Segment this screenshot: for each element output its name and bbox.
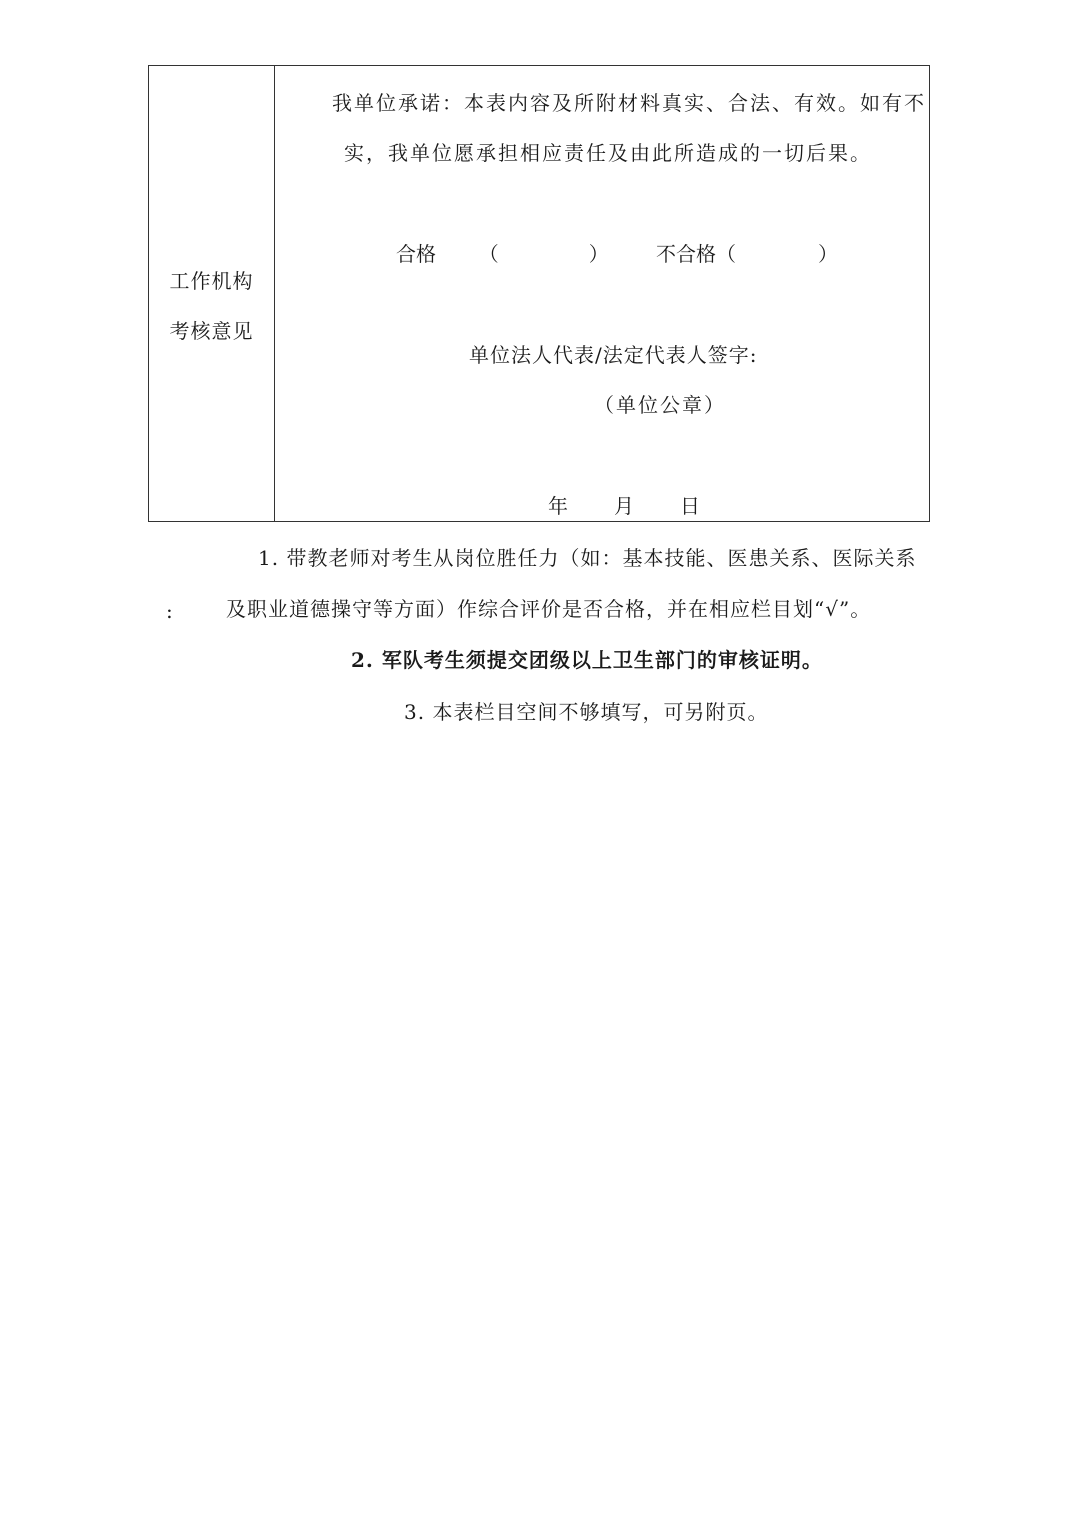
review-form-table [148, 65, 930, 522]
column-divider [274, 66, 275, 521]
note-1-line1: 1. 带教老师对考生从岗位胜任力（如：基本技能、医患关系、医际关系 [258, 546, 917, 570]
fail-option[interactable] [656, 241, 838, 267]
date-year: 年 [548, 494, 568, 518]
note-3: 3. 本表栏目空间不够填写，可另附页。 [404, 700, 769, 724]
seal-label: （单位公章） [594, 393, 726, 417]
note-1-line2: 及职业道德操守等方面）作综合评价是否合格，并在相应栏目划“√”。 [226, 597, 872, 621]
review-content-cell [276, 66, 929, 521]
pledge-text-line1: 我单位承诺：本表内容及所附材料真实、合法、有效。如有不 [332, 91, 926, 115]
pass-option[interactable] [396, 241, 609, 267]
fail-label: 不合格 [656, 242, 716, 266]
row-label-line1: 工作机构 [169, 269, 254, 293]
date-day: 日 [680, 494, 700, 518]
pass-paren-open: （ [478, 242, 499, 266]
fail-paren-open: （ [716, 242, 736, 266]
pass-paren-close: ） [588, 242, 609, 266]
note-2: 2. 军队考生须提交团级以上卫生部门的审核证明。 [351, 648, 823, 672]
date-line [548, 493, 700, 519]
pledge-text-line2: 实，我单位愿承担相应责任及由此所造成的一切后果。 [344, 141, 872, 165]
date-month: 月 [614, 494, 634, 518]
note-1-colon: : [166, 599, 174, 623]
row-label-line2: 考核意见 [169, 319, 254, 343]
fail-paren-close: ） [818, 242, 838, 266]
row-label [149, 256, 274, 356]
pass-label: 合格 [396, 242, 436, 266]
signature-label: 单位法人代表/法定代表人签字: [469, 343, 758, 367]
